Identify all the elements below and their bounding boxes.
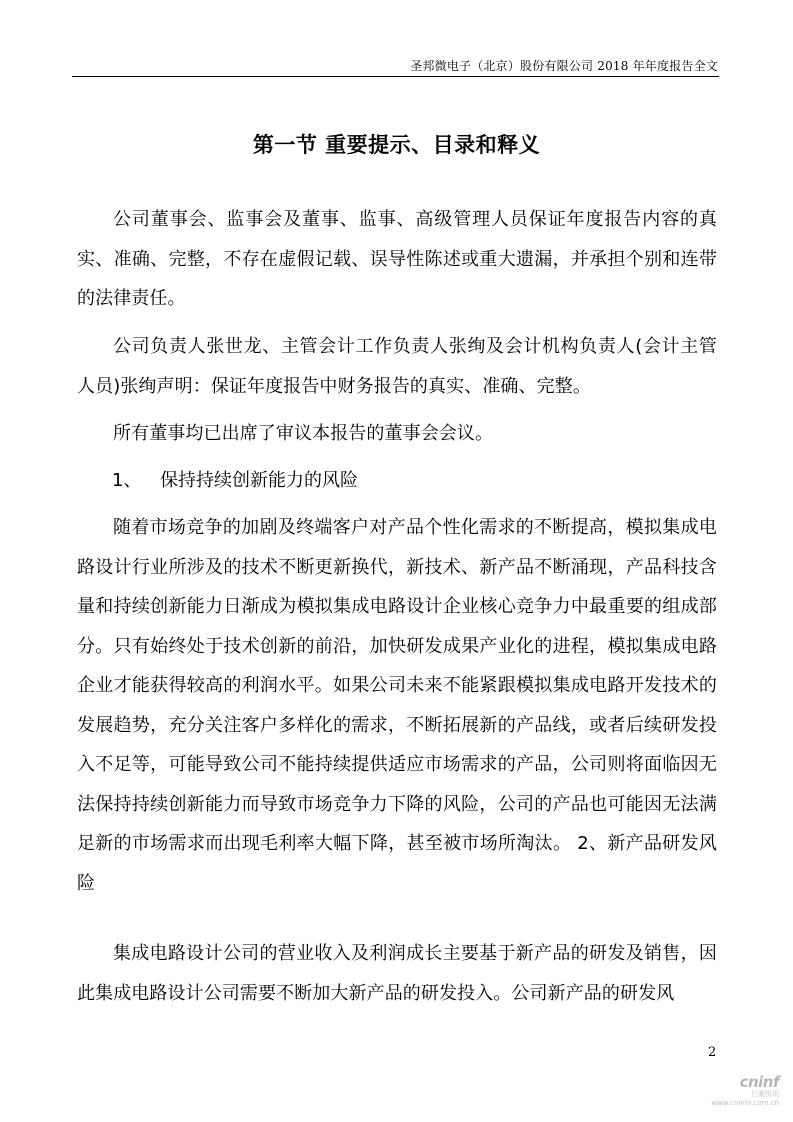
watermark-subtitle: 巨潮资讯 — [751, 1090, 779, 1098]
section-title: 第一节 重要提示、目录和释义 — [252, 133, 541, 157]
cninfo-watermark — [699, 1074, 779, 1110]
paragraph-directors-attendance: 所有董事均已出席了审议本报告的董事会会议。 — [113, 423, 494, 444]
risk-heading-number: 1、 — [112, 470, 142, 491]
watermark-logo: cninf — [739, 1073, 779, 1091]
page-number: 2 — [708, 1045, 717, 1060]
paragraph-innovation-risk: 随着市场竞争的加剧及终端客户对产品个性化需求的不断提高，模拟集成电路设计行业所涉及的技术不断更新换代，新技术、新产品不断涌现，产品科技含量和持续创新能力日渐成为模拟集成电路设计企业核心竞争力中最重要的组成部分。只有始终处于技术创新的前沿，加快研发成果产业化的进程，模拟集成电路企业才能获得较高的利润水平。如果公司未来不能紧跟模拟集成电路开发技术的发展趋势，充分关注客户多样化的需求，不断拓展新的产品线，或者后续研发投入不足等，可能导致公司不能持续提供适应市场需求的产品，公司则将面临因无法保持持续创新能力而导致市场竞争力下降的风险，公司的产品也可能因无法满足新的市场需求而出现毛利率大幅下降，甚至被市场所淘汰。 2、新产品研发风险 — [77, 517, 717, 894]
paragraph-responsible-persons: 公司负责人张世龙、主管会计工作负责人张绚及会计机构负责人(会计主管人员)张绚声明：保证年度报告中财务报告的真实、准确、完整。 — [77, 336, 717, 397]
paragraph-new-product-risk: 集成电路设计公司的营业收入及利润成长主要基于新产品的研发及销售，因此集成电路设计公司需要不断加大新产品的研发投入。公司新产品的研发风 — [77, 943, 717, 1004]
watermark-url: www.cninfo.com.cn — [711, 1099, 779, 1107]
document-header-title: 圣邦微电子（北京）股份有限公司 2018 年年度报告全文 — [410, 59, 718, 73]
risk-heading-title: 保持持续创新能力的风险 — [160, 470, 358, 491]
risk-heading-1 — [112, 468, 358, 494]
header-divider — [72, 76, 719, 77]
paragraph-board-guarantee: 公司董事会、监事会及董事、监事、高级管理人员保证年度报告内容的真实、准确、完整，不存在虚假记载、误导性陈述或重大遗漏，并承担个别和连带的法律责任。 — [77, 209, 717, 309]
